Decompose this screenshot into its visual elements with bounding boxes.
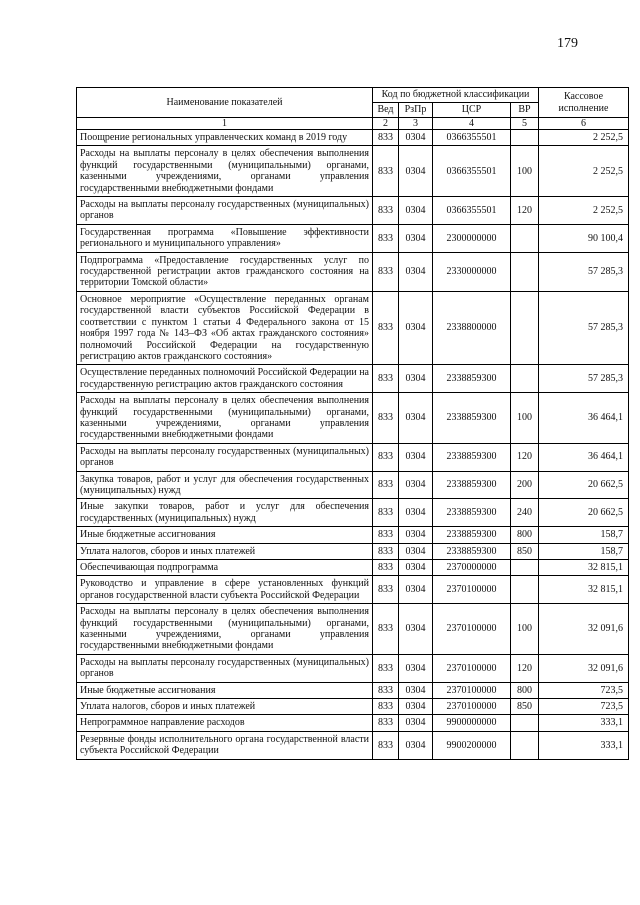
row-csr: 2370100000 — [433, 682, 511, 698]
row-name: Расходы на выплаты персоналу в целях обеспечения выполнения функций государственными (муниципальными) органами, казенными учреждениями, органами управления государственными внебюджетными фондами — [77, 604, 373, 655]
row-rzpr: 0304 — [399, 443, 433, 471]
row-amount: 32 091,6 — [539, 654, 629, 682]
row-vr — [511, 576, 539, 604]
row-ved: 833 — [373, 499, 399, 527]
row-vr: 120 — [511, 443, 539, 471]
table-row — [77, 699, 629, 715]
row-name: Уплата налогов, сборов и иных платежей — [77, 699, 373, 715]
table-row — [77, 731, 629, 759]
column-number: 1 — [77, 118, 373, 130]
table-row — [77, 146, 629, 197]
table-row — [77, 365, 629, 393]
row-name: Уплата налогов, сборов и иных платежей — [77, 543, 373, 559]
row-vr — [511, 130, 539, 146]
table-row — [77, 252, 629, 291]
row-amount: 20 662,5 — [539, 499, 629, 527]
row-rzpr: 0304 — [399, 527, 433, 543]
row-name: Расходы на выплаты персоналу в целях обеспечения выполнения функций государственными (муниципальными) органами, казенными учреждениями, органами управления государственными внебюджетными фондами — [77, 393, 373, 444]
table-body — [77, 130, 629, 760]
row-csr: 0366355501 — [433, 197, 511, 225]
header-csr: ЦСР — [433, 103, 511, 118]
row-vr: 100 — [511, 604, 539, 655]
row-ved: 833 — [373, 654, 399, 682]
row-rzpr: 0304 — [399, 252, 433, 291]
row-amount: 2 252,5 — [539, 197, 629, 225]
table-row — [77, 197, 629, 225]
row-csr: 2338859300 — [433, 365, 511, 393]
row-name: Расходы на выплаты персоналу государственных (муниципальных) органов — [77, 197, 373, 225]
row-vr — [511, 560, 539, 576]
row-name: Осуществление переданных полномочий Российской Федерации на государственную регистрацию актов гражданского состояния — [77, 365, 373, 393]
row-rzpr: 0304 — [399, 576, 433, 604]
row-rzpr: 0304 — [399, 197, 433, 225]
row-ved: 833 — [373, 224, 399, 252]
header-rzpr: РзПр — [399, 103, 433, 118]
row-rzpr: 0304 — [399, 654, 433, 682]
row-ved: 833 — [373, 682, 399, 698]
row-rzpr: 0304 — [399, 365, 433, 393]
row-csr: 9900200000 — [433, 731, 511, 759]
row-ved: 833 — [373, 197, 399, 225]
row-name: Расходы на выплаты персоналу в целях обеспечения выполнения функций государственными (муниципальными) органами, казенными учреждениями, органами управления государственными внебюджетными фондами — [77, 146, 373, 197]
row-vr — [511, 291, 539, 364]
row-name: Резервные фонды исполнительного органа государственной власти субъекта Российской Федерации — [77, 731, 373, 759]
row-rzpr: 0304 — [399, 224, 433, 252]
row-amount: 36 464,1 — [539, 443, 629, 471]
table-row — [77, 393, 629, 444]
row-amount: 57 285,3 — [539, 252, 629, 291]
row-csr: 2338859300 — [433, 543, 511, 559]
header-ved: Вед — [373, 103, 399, 118]
table-row — [77, 604, 629, 655]
row-name: Обеспечивающая подпрограмма — [77, 560, 373, 576]
row-vr — [511, 365, 539, 393]
row-name: Иные бюджетные ассигнования — [77, 527, 373, 543]
row-ved: 833 — [373, 471, 399, 499]
header-execution: Кассовое исполнение — [539, 88, 629, 118]
row-name: Поощрение региональных управленческих команд в 2019 году — [77, 130, 373, 146]
row-amount: 36 464,1 — [539, 393, 629, 444]
row-rzpr: 0304 — [399, 699, 433, 715]
table-row — [77, 224, 629, 252]
column-number: 3 — [399, 118, 433, 130]
header-code-group: Код по бюджетной классификации — [373, 88, 539, 103]
row-csr: 2300000000 — [433, 224, 511, 252]
row-rzpr: 0304 — [399, 146, 433, 197]
row-vr: 100 — [511, 393, 539, 444]
row-name: Государственная программа «Повышение эффективности регионального и муниципального управления» — [77, 224, 373, 252]
row-rzpr: 0304 — [399, 604, 433, 655]
row-csr: 2330000000 — [433, 252, 511, 291]
table-row — [77, 443, 629, 471]
table-row — [77, 291, 629, 364]
row-ved: 833 — [373, 576, 399, 604]
row-csr: 2370100000 — [433, 699, 511, 715]
row-ved: 833 — [373, 291, 399, 364]
table-row — [77, 130, 629, 146]
column-number: 5 — [511, 118, 539, 130]
row-amount: 723,5 — [539, 699, 629, 715]
column-number: 4 — [433, 118, 511, 130]
row-vr — [511, 731, 539, 759]
row-vr: 800 — [511, 682, 539, 698]
column-number-row — [77, 118, 629, 130]
row-amount: 158,7 — [539, 527, 629, 543]
table-header — [77, 88, 629, 130]
row-name: Непрограммное направление расходов — [77, 715, 373, 731]
row-name: Иные бюджетные ассигнования — [77, 682, 373, 698]
row-vr: 200 — [511, 471, 539, 499]
budget-table — [76, 87, 629, 760]
row-amount: 32 815,1 — [539, 576, 629, 604]
row-csr: 2370100000 — [433, 604, 511, 655]
row-amount: 723,5 — [539, 682, 629, 698]
row-vr — [511, 224, 539, 252]
column-number: 2 — [373, 118, 399, 130]
row-name: Иные закупки товаров, работ и услуг для обеспечения государственных (муниципальных) нужд — [77, 499, 373, 527]
row-ved: 833 — [373, 443, 399, 471]
row-vr: 120 — [511, 197, 539, 225]
row-ved: 833 — [373, 130, 399, 146]
page-number: 179 — [557, 36, 578, 51]
table-row — [77, 654, 629, 682]
row-vr: 240 — [511, 499, 539, 527]
row-name: Расходы на выплаты персоналу государственных (муниципальных) органов — [77, 654, 373, 682]
row-ved: 833 — [373, 560, 399, 576]
header-vr: ВР — [511, 103, 539, 118]
header-name: Наименование показателей — [77, 88, 373, 118]
row-name: Руководство и управление в сфере установленных функций органов государственной власти субъекта Российской Федерации — [77, 576, 373, 604]
row-csr: 2338859300 — [433, 499, 511, 527]
row-rzpr: 0304 — [399, 393, 433, 444]
row-name: Закупка товаров, работ и услуг для обеспечения государственных (муниципальных) нужд — [77, 471, 373, 499]
row-amount: 158,7 — [539, 543, 629, 559]
row-rzpr: 0304 — [399, 499, 433, 527]
row-amount: 20 662,5 — [539, 471, 629, 499]
row-vr — [511, 715, 539, 731]
row-amount: 2 252,5 — [539, 146, 629, 197]
table-row — [77, 715, 629, 731]
row-ved: 833 — [373, 146, 399, 197]
row-csr: 2338859300 — [433, 443, 511, 471]
row-name: Основное мероприятие «Осуществление переданных органам государственной власти субъектов Российской Федерации в соответствии с пунктом 1 статьи 4 Федерального закона от 15 ноября 1997 года № 143–ФЗ «Об актах гражданского состояния» полномочий Российской Федерации на государственную регистрацию актов гражданского состояния» — [77, 291, 373, 364]
row-ved: 833 — [373, 543, 399, 559]
row-csr: 0366355501 — [433, 146, 511, 197]
row-amount: 333,1 — [539, 731, 629, 759]
row-ved: 833 — [373, 393, 399, 444]
row-csr: 2338859300 — [433, 527, 511, 543]
row-amount: 32 815,1 — [539, 560, 629, 576]
row-ved: 833 — [373, 527, 399, 543]
table-row — [77, 576, 629, 604]
row-vr: 850 — [511, 543, 539, 559]
column-number: 6 — [539, 118, 629, 130]
row-name: Расходы на выплаты персоналу государственных (муниципальных) органов — [77, 443, 373, 471]
row-amount: 90 100,4 — [539, 224, 629, 252]
row-csr: 2338800000 — [433, 291, 511, 364]
table-row — [77, 471, 629, 499]
row-ved: 833 — [373, 252, 399, 291]
row-csr: 0366355501 — [433, 130, 511, 146]
row-rzpr: 0304 — [399, 291, 433, 364]
row-vr: 100 — [511, 146, 539, 197]
row-csr: 2338859300 — [433, 471, 511, 499]
table-row — [77, 560, 629, 576]
row-rzpr: 0304 — [399, 130, 433, 146]
row-ved: 833 — [373, 715, 399, 731]
row-csr: 2370000000 — [433, 560, 511, 576]
row-csr: 2370100000 — [433, 654, 511, 682]
row-csr: 9900000000 — [433, 715, 511, 731]
row-csr: 2338859300 — [433, 393, 511, 444]
row-vr — [511, 252, 539, 291]
row-csr: 2370100000 — [433, 576, 511, 604]
row-name: Подпрограмма «Предоставление государственных услуг по государственной регистрации актов гражданского состояния на территории Томской области» — [77, 252, 373, 291]
table-row — [77, 682, 629, 698]
table-row — [77, 499, 629, 527]
table-row — [77, 527, 629, 543]
table-row — [77, 543, 629, 559]
row-vr: 120 — [511, 654, 539, 682]
row-vr: 850 — [511, 699, 539, 715]
row-amount: 2 252,5 — [539, 130, 629, 146]
row-vr: 800 — [511, 527, 539, 543]
row-rzpr: 0304 — [399, 471, 433, 499]
row-ved: 833 — [373, 365, 399, 393]
row-rzpr: 0304 — [399, 682, 433, 698]
row-rzpr: 0304 — [399, 543, 433, 559]
row-amount: 57 285,3 — [539, 365, 629, 393]
row-ved: 833 — [373, 699, 399, 715]
row-rzpr: 0304 — [399, 560, 433, 576]
row-rzpr: 0304 — [399, 715, 433, 731]
row-amount: 32 091,6 — [539, 604, 629, 655]
row-amount: 57 285,3 — [539, 291, 629, 364]
row-ved: 833 — [373, 731, 399, 759]
row-ved: 833 — [373, 604, 399, 655]
row-rzpr: 0304 — [399, 731, 433, 759]
row-amount: 333,1 — [539, 715, 629, 731]
